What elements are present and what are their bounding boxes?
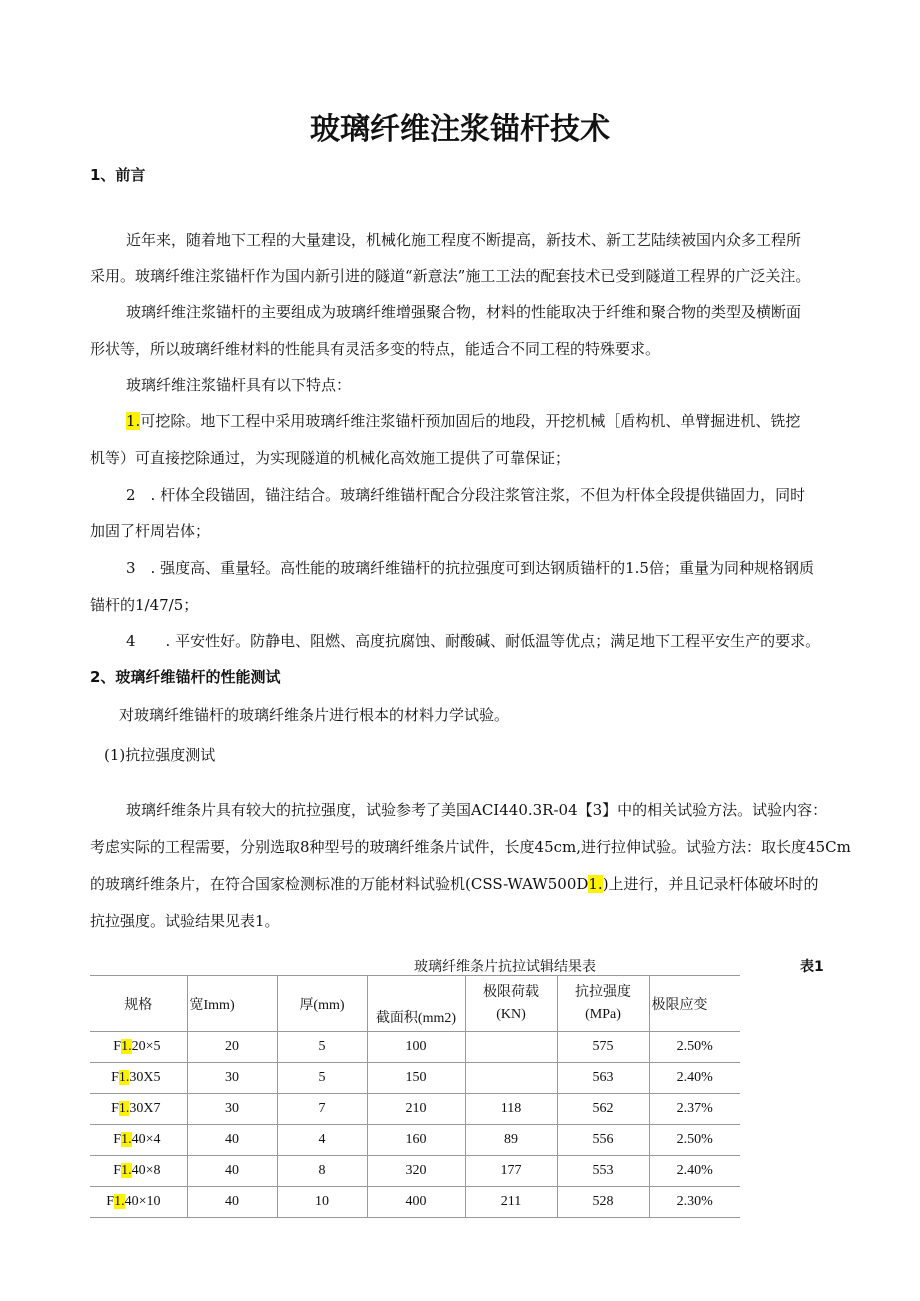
col-header-strain: 极限应变 xyxy=(649,976,740,1032)
spec-size: 20×5 xyxy=(131,1039,161,1054)
feature-4-line1: 4 . 平安性好。防静电、阻燃、高度抗腐蚀、耐酸碱、耐低温等优点；满足地下工程平安生产的要求。 xyxy=(126,632,821,650)
cell-spec xyxy=(90,1063,187,1094)
highlight-mark: 1. xyxy=(118,1070,130,1085)
table-row xyxy=(90,1063,740,1094)
cell-spec xyxy=(90,1125,187,1156)
col-header-strength: 抗拉强度 (MPa) xyxy=(557,976,649,1032)
cell-strain: 2.50% xyxy=(649,1032,740,1063)
feature-2-line2: 加固了杆周岩体； xyxy=(90,522,211,540)
cell-spec xyxy=(90,1156,187,1187)
feature-1-text: 可挖除。地下工程中采用玻璃纤维注浆锚杆预加固后的地段，开挖机械［盾构机、单臂掘进机、铣挖 xyxy=(140,412,801,430)
cell-width: 30 xyxy=(187,1063,277,1094)
cell-strength: 553 xyxy=(557,1156,649,1187)
highlight-mark: 1. xyxy=(121,1039,132,1054)
spec-size: 40×8 xyxy=(131,1163,161,1178)
test-para-line3 xyxy=(90,873,819,894)
table-row xyxy=(90,1125,740,1156)
cell-strength: 556 xyxy=(557,1125,649,1156)
page-title: 玻璃纤维注浆锚杆技术 xyxy=(310,112,610,147)
cell-area: 160 xyxy=(367,1125,465,1156)
cell-strain: 2.30% xyxy=(649,1187,740,1218)
cell-area: 100 xyxy=(367,1032,465,1063)
cell-spec xyxy=(90,1094,187,1125)
cell-load: 211 xyxy=(465,1187,557,1218)
cell-load: 177 xyxy=(465,1156,557,1187)
cell-thickness: 4 xyxy=(277,1125,367,1156)
cell-strain: 2.37% xyxy=(649,1094,740,1125)
feature-1-line2: 机等）可直接挖除通过，为实现隧道的机械化高效施工提供了可靠保证； xyxy=(90,449,571,467)
col-header-width: 宽Imm) xyxy=(187,976,277,1032)
cell-strain: 2.50% xyxy=(649,1125,740,1156)
cell-spec xyxy=(90,1187,187,1218)
cell-strain: 2.40% xyxy=(649,1156,740,1187)
section-2-intro: 对玻璃纤维锚杆的玻璃纤维条片进行根本的材料力学试验。 xyxy=(119,706,510,724)
table-row xyxy=(90,1094,740,1125)
table-row xyxy=(90,1032,740,1063)
highlight-mark: 1. xyxy=(588,875,603,893)
cell-thickness: 5 xyxy=(277,1063,367,1094)
test-para-line2: 考虑实际的工程需要，分别选取8种型号的玻璃纤维条片试件，长度45cm,进行拉伸试验。试验方法：取长度45Cm xyxy=(90,838,851,856)
col-header-area: 截面积(mm2) xyxy=(367,976,465,1032)
cell-thickness: 8 xyxy=(277,1156,367,1187)
cell-load: 89 xyxy=(465,1125,557,1156)
cell-area: 320 xyxy=(367,1156,465,1187)
cell-strain: 2.40% xyxy=(649,1063,740,1094)
spec-prefix: F xyxy=(113,1163,122,1178)
cell-thickness: 10 xyxy=(277,1187,367,1218)
cell-width: 40 xyxy=(187,1156,277,1187)
para1-line1: 近年来，随着地下工程的大量建设，机械化施工程度不断提高，新技术、新工艺陆续被国内众多工程所 xyxy=(126,231,802,249)
spec-prefix: F xyxy=(113,1132,122,1147)
highlight-mark: 1. xyxy=(118,1101,130,1116)
col-header-load: 极限荷载 (KN) xyxy=(465,976,557,1032)
test-para-line3-a: 的玻璃纤维条片，在符合国家检测标准的万能材料试验机(CSS-WAW500D xyxy=(90,875,589,893)
spec-size: 30X5 xyxy=(129,1070,161,1085)
feature-3-line1: 3 . 强度高、重量轻。高性能的玻璃纤维锚杆的抗拉强度可到达钢质锚杆的1.5倍；重量为同种规格钢质 xyxy=(126,559,814,577)
cell-load: 118 xyxy=(465,1094,557,1125)
cell-width: 30 xyxy=(187,1094,277,1125)
feature-3-line2: 锚杆的1/47/5； xyxy=(90,596,199,614)
col-header-spec: 规格 xyxy=(90,976,187,1032)
test-para-line3-b: )上进行，并且记录杆体破坏时的 xyxy=(602,875,819,893)
section-1-heading: 1、前言 xyxy=(90,166,146,184)
para2-line1: 玻璃纤维注浆锚杆的主要组成为玻璃纤维增强聚合物，材料的性能取决于纤维和聚合物的类型及横断面 xyxy=(126,303,802,321)
test-results-table xyxy=(90,975,740,1218)
table-header-row xyxy=(90,976,740,1032)
table-row xyxy=(90,1156,740,1187)
section-2-heading: 2、玻璃纤维锚杆的性能测试 xyxy=(90,668,281,686)
cell-load xyxy=(465,1063,557,1094)
cell-strength: 563 xyxy=(557,1063,649,1094)
cell-area: 150 xyxy=(367,1063,465,1094)
cell-strength: 528 xyxy=(557,1187,649,1218)
cell-area: 400 xyxy=(367,1187,465,1218)
highlight-mark: 1. xyxy=(126,412,141,430)
para2-line2: 形状等，所以玻璃纤维材料的性能具有灵活多变的特点，能适合不同工程的特殊要求。 xyxy=(90,340,661,358)
spec-prefix: F xyxy=(111,1101,119,1116)
cell-thickness: 5 xyxy=(277,1032,367,1063)
feature-1-line1 xyxy=(126,410,800,431)
highlight-mark: 1. xyxy=(121,1163,132,1178)
cell-width: 20 xyxy=(187,1032,277,1063)
cell-width: 40 xyxy=(187,1187,277,1218)
col-header-thickness: 厚(mm) xyxy=(277,976,367,1032)
table-row xyxy=(90,1187,740,1218)
spec-prefix: F xyxy=(111,1070,119,1085)
subsection-1-heading: (1)抗拉强度测试 xyxy=(104,746,216,764)
feature-2-line1: 2 . 杆体全段锚固，锚注结合。玻璃纤维锚杆配合分段注浆管注浆，不但为杆体全段提供锚固力，同时 xyxy=(126,486,806,504)
cell-area: 210 xyxy=(367,1094,465,1125)
highlight-mark: 1. xyxy=(121,1132,132,1147)
cell-strength: 575 xyxy=(557,1032,649,1063)
spec-prefix: F xyxy=(113,1039,122,1054)
para1-line2: 采用。玻璃纤维注浆锚杆作为国内新引进的隧道“新意法”施工工法的配套技术已受到隧道工程界的广泛关注。 xyxy=(90,267,811,285)
cell-spec xyxy=(90,1032,187,1063)
features-intro: 玻璃纤维注浆锚杆具有以下特点： xyxy=(126,376,352,394)
test-para-line1: 玻璃纤维条片具有较大的抗拉强度，试验参考了美国ACI440.3R-04【3】中的相关试验方法。试验内容： xyxy=(126,801,828,819)
spec-size: 30X7 xyxy=(129,1101,161,1116)
spec-size: 40×10 xyxy=(124,1194,161,1209)
cell-load xyxy=(465,1032,557,1063)
cell-width: 40 xyxy=(187,1125,277,1156)
table-caption: 玻璃纤维条片抗拉试辑结果表 xyxy=(414,959,596,975)
spec-prefix: F xyxy=(106,1194,115,1209)
highlight-mark: 1. xyxy=(114,1194,125,1209)
cell-thickness: 7 xyxy=(277,1094,367,1125)
table-label: 表1 xyxy=(800,959,824,975)
test-para-line4: 抗拉强度。试验结果见表1。 xyxy=(90,912,280,930)
spec-size: 40×4 xyxy=(131,1132,161,1147)
cell-strength: 562 xyxy=(557,1094,649,1125)
